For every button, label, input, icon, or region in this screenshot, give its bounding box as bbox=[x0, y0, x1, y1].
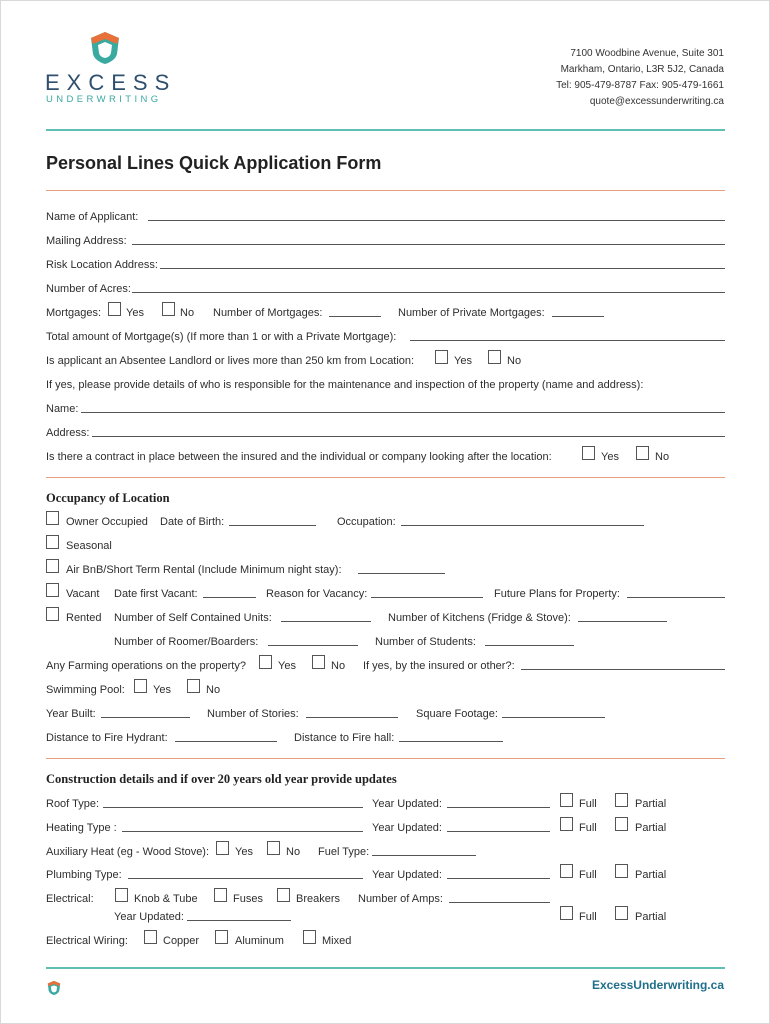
fuses-checkbox[interactable] bbox=[214, 888, 227, 902]
electrical-year-updated-label: Year Updated: bbox=[114, 911, 184, 923]
logo-subtitle: UNDERWRITING bbox=[46, 94, 162, 105]
occupation-field[interactable] bbox=[401, 525, 644, 526]
contract-no-checkbox[interactable] bbox=[636, 446, 649, 460]
heating-full-label: Full bbox=[579, 822, 597, 834]
fuses-label: Fuses bbox=[233, 893, 263, 905]
copper-label: Copper bbox=[163, 935, 200, 947]
reason-vacancy-label: Reason for Vacancy: bbox=[266, 588, 368, 600]
pool-no-checkbox[interactable] bbox=[187, 679, 200, 693]
future-plans-field[interactable] bbox=[627, 597, 725, 598]
absentee-no-label: No bbox=[507, 355, 522, 367]
heating-partial-label: Partial bbox=[635, 822, 667, 834]
page-title: Personal Lines Quick Application Form bbox=[46, 153, 382, 173]
future-plans-label: Future Plans for Property: bbox=[494, 588, 620, 600]
footer-website-link[interactable]: ExcessUnderwriting.ca bbox=[591, 978, 724, 992]
contract-yes-checkbox[interactable] bbox=[582, 446, 595, 460]
header-divider bbox=[46, 129, 725, 131]
owner-occupied-label: Owner Occupied bbox=[66, 516, 148, 528]
vacant-label: Vacant bbox=[66, 588, 100, 600]
number-of-mortgages-field[interactable] bbox=[329, 316, 381, 317]
fire-hall-label: Distance to Fire hall: bbox=[294, 732, 395, 744]
fire-hydrant-label: Distance to Fire Hydrant: bbox=[46, 732, 168, 744]
heating-year-updated-field[interactable] bbox=[447, 831, 550, 832]
heating-type-label: Heating Type : bbox=[46, 822, 117, 834]
footer-shield-icon bbox=[46, 979, 62, 997]
absentee-no-checkbox[interactable] bbox=[488, 350, 501, 364]
number-of-stories-field[interactable] bbox=[306, 717, 398, 718]
date-first-vacant-field[interactable] bbox=[203, 597, 256, 598]
contract-question-label: Is there a contract in place between the insured and the individual or company looking after the location: bbox=[46, 451, 552, 463]
footer-divider bbox=[46, 967, 725, 969]
number-of-private-mortgages-field[interactable] bbox=[552, 316, 604, 317]
email-address[interactable]: quote@excessunderwriting.ca bbox=[589, 96, 724, 107]
construction-divider bbox=[46, 758, 725, 759]
owner-occupied-checkbox[interactable] bbox=[46, 511, 59, 525]
number-of-amps-field[interactable] bbox=[449, 902, 550, 903]
contract-yes-label: Yes bbox=[601, 451, 619, 463]
breakers-label: Breakers bbox=[296, 893, 341, 905]
farming-no-checkbox[interactable] bbox=[312, 655, 325, 669]
responsible-name-field[interactable] bbox=[81, 412, 725, 413]
plumbing-year-updated-field[interactable] bbox=[447, 878, 550, 879]
electrical-partial-checkbox[interactable] bbox=[615, 906, 628, 920]
mortgages-yes-label: Yes bbox=[126, 307, 144, 319]
roof-full-checkbox[interactable] bbox=[560, 793, 573, 807]
number-of-mortgages-label: Number of Mortgages: bbox=[213, 307, 323, 319]
roof-type-field[interactable] bbox=[103, 807, 363, 808]
square-footage-label: Square Footage: bbox=[416, 708, 498, 720]
electrical-partial-label: Partial bbox=[635, 911, 667, 923]
electrical-year-updated-field[interactable] bbox=[187, 920, 291, 921]
knob-tube-checkbox[interactable] bbox=[115, 888, 128, 902]
fire-hall-field[interactable] bbox=[399, 741, 503, 742]
farming-who-field[interactable] bbox=[521, 669, 725, 670]
roof-year-updated-label: Year Updated: bbox=[372, 798, 442, 810]
farming-label: Any Farming operations on the property? bbox=[46, 660, 246, 672]
aux-heat-no-label: No bbox=[286, 846, 301, 858]
date-of-birth-label: Date of Birth: bbox=[160, 516, 225, 528]
date-of-birth-field[interactable] bbox=[229, 525, 316, 526]
plumbing-partial-checkbox[interactable] bbox=[615, 864, 628, 878]
address-line-1: 7100 Woodbine Avenue, Suite 301 bbox=[570, 48, 724, 59]
breakers-checkbox[interactable] bbox=[277, 888, 290, 902]
electrical-full-label: Full bbox=[579, 911, 597, 923]
pool-no-label: No bbox=[206, 684, 221, 696]
aux-heat-no-checkbox[interactable] bbox=[267, 841, 280, 855]
shield-logo-icon bbox=[87, 30, 123, 66]
number-of-private-mortgages-label: Number of Private Mortgages: bbox=[398, 307, 545, 319]
fire-hydrant-field[interactable] bbox=[175, 741, 277, 742]
number-of-amps-label: Number of Amps: bbox=[358, 893, 443, 905]
fuel-type-label: Fuel Type: bbox=[318, 846, 370, 858]
airbnb-min-night-field[interactable] bbox=[358, 573, 445, 574]
farming-yes-label: Yes bbox=[278, 660, 296, 672]
responsible-name-label: Name: bbox=[46, 403, 79, 415]
occupation-label: Occupation: bbox=[337, 516, 396, 528]
rented-label: Rented bbox=[66, 612, 102, 624]
swimming-pool-label: Swimming Pool: bbox=[46, 684, 125, 696]
auxiliary-heat-label: Auxiliary Heat (eg - Wood Stove): bbox=[46, 846, 210, 858]
plumbing-partial-label: Partial bbox=[635, 869, 667, 881]
phone-fax: Tel: 905-479-8787 Fax: 905-479-1661 bbox=[556, 80, 724, 91]
absentee-yes-label: Yes bbox=[454, 355, 472, 367]
students-field[interactable] bbox=[485, 645, 574, 646]
seasonal-checkbox[interactable] bbox=[46, 535, 59, 549]
plumbing-full-checkbox[interactable] bbox=[560, 864, 573, 878]
kitchens-label: Number of Kitchens (Fridge & Stove): bbox=[388, 612, 571, 624]
aluminum-label: Aluminum bbox=[235, 935, 284, 947]
risk-location-field[interactable] bbox=[160, 268, 725, 269]
plumbing-type-label: Plumbing Type: bbox=[46, 869, 122, 881]
airbnb-checkbox[interactable] bbox=[46, 559, 59, 573]
students-label: Number of Students: bbox=[375, 636, 476, 648]
mortgages-label: Mortgages: bbox=[46, 307, 102, 319]
plumbing-year-updated-label: Year Updated: bbox=[372, 869, 442, 881]
vacant-checkbox[interactable] bbox=[46, 583, 59, 597]
applicant-name-field[interactable] bbox=[148, 220, 725, 221]
pool-yes-label: Yes bbox=[153, 684, 171, 696]
heating-full-checkbox[interactable] bbox=[560, 817, 573, 831]
heating-year-updated-label: Year Updated: bbox=[372, 822, 442, 834]
roof-full-label: Full bbox=[579, 798, 597, 810]
aluminum-checkbox[interactable] bbox=[215, 930, 228, 944]
roomers-field[interactable] bbox=[268, 645, 358, 646]
number-of-stories-label: Number of Stories: bbox=[207, 708, 299, 720]
plumbing-type-field[interactable] bbox=[128, 878, 363, 879]
kitchens-field[interactable] bbox=[578, 621, 667, 622]
risk-location-label: Risk Location Address: bbox=[46, 259, 158, 271]
knob-tube-label: Knob & Tube bbox=[134, 893, 198, 905]
roof-type-label: Roof Type: bbox=[46, 798, 99, 810]
self-contained-units-label: Number of Self Contained Units: bbox=[114, 612, 272, 624]
address-line-2: Markham, Ontario, L3R 5J2, Canada bbox=[560, 64, 724, 75]
airbnb-label: Air BnB/Short Term Rental (Include Minimum night stay): bbox=[66, 564, 342, 576]
responsible-details-label: If yes, please provide details of who is responsible for the maintenance and inspection of the property (name and address): bbox=[46, 379, 644, 391]
fuel-type-field[interactable] bbox=[372, 855, 476, 856]
mixed-checkbox[interactable] bbox=[303, 930, 316, 944]
rented-checkbox[interactable] bbox=[46, 607, 59, 621]
responsible-address-field[interactable] bbox=[92, 436, 725, 437]
electrical-full-checkbox[interactable] bbox=[560, 906, 573, 920]
absentee-landlord-label: Is applicant an Absentee Landlord or lives more than 250 km from Location: bbox=[46, 355, 415, 367]
acres-field[interactable] bbox=[132, 292, 725, 293]
farming-yes-checkbox[interactable] bbox=[259, 655, 272, 669]
year-built-label: Year Built: bbox=[46, 708, 96, 720]
seasonal-label: Seasonal bbox=[66, 540, 112, 552]
self-contained-units-field[interactable] bbox=[281, 621, 371, 622]
pool-yes-checkbox[interactable] bbox=[134, 679, 147, 693]
roof-partial-label: Partial bbox=[635, 798, 667, 810]
heating-type-field[interactable] bbox=[122, 831, 363, 832]
roomers-label: Number of Roomer/Boarders: bbox=[114, 636, 259, 648]
farming-no-label: No bbox=[331, 660, 346, 672]
title-divider bbox=[46, 190, 725, 191]
electrical-label: Electrical: bbox=[46, 893, 94, 905]
total-mortgage-label: Total amount of Mortgage(s) (If more than 1 or with a Private Mortgage): bbox=[46, 331, 397, 343]
occupancy-heading: Occupancy of Location bbox=[46, 491, 170, 505]
responsible-address-label: Address: bbox=[46, 427, 90, 439]
electrical-wiring-label: Electrical Wiring: bbox=[46, 935, 128, 947]
mortgages-no-label: No bbox=[180, 307, 195, 319]
year-built-field[interactable] bbox=[101, 717, 190, 718]
contract-no-label: No bbox=[655, 451, 670, 463]
mixed-label: Mixed bbox=[322, 935, 352, 947]
date-first-vacant-label: Date first Vacant: bbox=[114, 588, 198, 600]
absentee-yes-checkbox[interactable] bbox=[435, 350, 448, 364]
logo-wordmark: EXCESS bbox=[45, 70, 177, 95]
mailing-address-field[interactable] bbox=[132, 244, 725, 245]
mailing-address-label: Mailing Address: bbox=[46, 235, 127, 247]
square-footage-field[interactable] bbox=[502, 717, 605, 718]
mortgages-yes-checkbox[interactable] bbox=[108, 302, 121, 316]
reason-vacancy-field[interactable] bbox=[371, 597, 483, 598]
aux-heat-yes-checkbox[interactable] bbox=[216, 841, 229, 855]
aux-heat-yes-label: Yes bbox=[235, 846, 253, 858]
occupancy-divider bbox=[46, 477, 725, 478]
farming-who-label: If yes, by the insured or other?: bbox=[363, 660, 515, 672]
mortgages-no-checkbox[interactable] bbox=[162, 302, 175, 316]
number-of-acres-label: Number of Acres: bbox=[46, 283, 131, 295]
plumbing-full-label: Full bbox=[579, 869, 597, 881]
roof-year-updated-field[interactable] bbox=[447, 807, 550, 808]
heating-partial-checkbox[interactable] bbox=[615, 817, 628, 831]
roof-partial-checkbox[interactable] bbox=[615, 793, 628, 807]
total-mortgage-field[interactable] bbox=[410, 340, 725, 341]
construction-heading: Construction details and if over 20 years old year provide updates bbox=[46, 772, 397, 786]
copper-checkbox[interactable] bbox=[144, 930, 157, 944]
name-of-applicant-label: Name of Applicant: bbox=[46, 211, 139, 223]
